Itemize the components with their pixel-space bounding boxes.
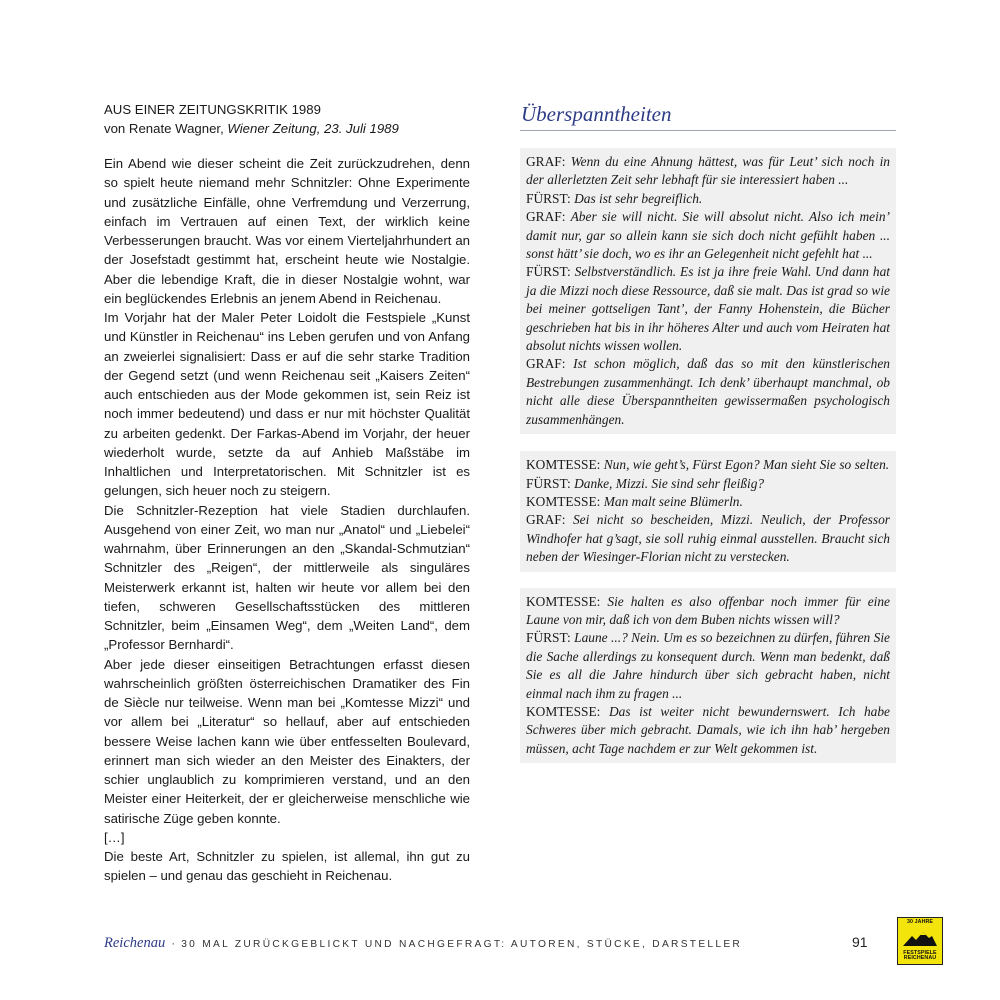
speech-text: Wenn du eine Ahnung hättest, was für Leut’ sich noch in der allerletzten Zeit sehr lebhaft für sie interessiert haben ... bbox=[526, 154, 890, 188]
section-title: Überspanntheiten bbox=[520, 100, 896, 131]
dialogue-line bbox=[526, 208, 890, 263]
footer-separator: · bbox=[171, 936, 176, 950]
article-paragraph: Die beste Art, Schnitzler zu spielen, ist allemal, ihn gut zu spielen – und genau das geschieht in Reichenau. bbox=[104, 849, 470, 884]
dialogue-line bbox=[526, 190, 890, 208]
logo-top-text: 30 JAHRE bbox=[906, 919, 934, 925]
dialogue-box-2 bbox=[520, 451, 896, 571]
festival-logo bbox=[897, 917, 943, 965]
speaker-name: GRAF: bbox=[526, 512, 573, 528]
dialogue-line bbox=[526, 593, 890, 630]
speech-text: Man malt seine Blümerln. bbox=[603, 493, 743, 509]
speech-text: Danke, Mizzi. Sie sind sehr fleißig? bbox=[574, 475, 765, 491]
speaker-name: KOMTESSE: bbox=[526, 593, 608, 609]
article-ellipsis: […] bbox=[104, 829, 125, 845]
article-paragraph: Die Schnitzler-Rezeption hat viele Stadien durchlaufen. Ausgehend von einer Zeit, wo man nur „Anatol“ und „Liebelei“ wahrnahm, über Erinnerungen an den „Skandal-Schmutzian“ Schnitzler des „Reigen“, der mittlerweile als singuläres Meisterwerk erkannt ist, halten wir heute vor allem bei den tiefen, schweren Gesellschaftsstücken des mittleren Schnitzler, beim „Einsamen Weg“, dem „Weiten Land“, dem „Professor Bernhardi“. bbox=[104, 502, 470, 653]
dialogue-line bbox=[526, 703, 890, 758]
dialogue-box-1 bbox=[520, 148, 896, 434]
article-paragraph: Ein Abend wie dieser scheint die Zeit zurückzudrehen, denn so spielt heute niemand mehr Schnitzler: Ohne Experimente und zusätzliche Einfälle, ohne Verfremdung und Verzerrung, einfach im Vertrauen auf einen Text, der wirklich keine Verbesserungen braucht. Was vor einem Vierteljahrhundert an der Josefstadt gestimmt hat, erscheint heute wie Nostalgie. Aber die lebendige Kraft, die in dieser Nostalgie wohnt, war ein beglückendes Erlebnis an jenem Abend in Reichenau. bbox=[104, 156, 470, 306]
mountain-icon bbox=[902, 929, 938, 947]
speaker-name: KOMTESSE: bbox=[526, 703, 609, 719]
speech-text: Sie halten es also offenbar noch immer für eine Laune von mir, daß ich von dem Buben nichts wissen will? bbox=[526, 593, 890, 627]
article-paragraph: Aber jede dieser einseitigen Betrachtungen erfasst diesen wahrscheinlich größten österreichischen Dramatiker des Fin de Siècle nur teilweise. Wenn man bei „Komtesse Mizzi“ und vor allem bei „Literatur“ so hellauf, aber auf entschieden bessere Weise lachen kann wie über entfesselten Boulevard, erinnert man sich wieder an den Meister des Einakters, der schier unglaublich zu komprimieren verstand, und an den Meister einer Heiterkeit, der er gleicherweise menschliche wie satirische Züge geben konnte. bbox=[104, 656, 470, 826]
speech-text: Sei nicht so bescheiden, Mizzi. Neulich, der Professor Windhofer hat g’sagt, sie soll ruhig einmal ausstellen. Braucht sich neben der Wiesinger-Florian nicht zu verstecken. bbox=[526, 512, 890, 565]
dialogue-line bbox=[526, 153, 890, 190]
dialogue-line bbox=[526, 475, 890, 493]
speech-text: Aber sie will nicht. Sie will absolut nicht. Also ich mein’ damit nur, gar so allein kann sie sich doch nicht gefühlt haben ... sonst hätt’ sie doch, wo es ihr an Gelegenheit nicht gefehlt hat ... bbox=[526, 209, 890, 262]
speaker-name: FÜRST: bbox=[526, 264, 575, 280]
article-byline bbox=[104, 119, 470, 138]
dialogue-line bbox=[526, 263, 890, 355]
footer-subtitle: 30 MAL ZURÜCKGEBLICKT UND NACHGEFRAGT: AUTOREN, STÜCKE, DARSTELLER bbox=[181, 939, 743, 950]
dialogue-line bbox=[526, 629, 890, 703]
speech-text: Nun, wie geht’s, Fürst Egon? Man sieht Sie so selten. bbox=[603, 457, 890, 473]
page-footer bbox=[104, 935, 894, 951]
speaker-name: GRAF: bbox=[526, 356, 574, 372]
byline-source: Wiener Zeitung, 23. Juli 1989 bbox=[227, 121, 399, 136]
footer-reichenau: Reichenau bbox=[104, 935, 166, 951]
logo-bottom-text bbox=[903, 951, 936, 962]
dialogue-box-3 bbox=[520, 588, 896, 764]
byline-author: von Renate Wagner, bbox=[104, 121, 228, 136]
speech-text: Das ist sehr begreiflich. bbox=[574, 190, 703, 206]
speaker-name: KOMTESSE: bbox=[526, 457, 604, 473]
review-column bbox=[104, 100, 470, 886]
dialogue-line bbox=[526, 493, 890, 511]
speech-text: Das ist weiter nicht bewundernswert. Ich habe Schweres über mich gebracht. Damals, wie ich ihn hab’ hergeben müssen, acht Tage nachdem er zur Welt gekommen ist. bbox=[526, 703, 891, 756]
article-paragraph: Im Vorjahr hat der Maler Peter Loidolt die Festspiele „Kunst und Künstler in Reichenau“ ins Leben gerufen und von Anfang an zweierlei signalisiert: Dass er auf die sehr starke Tradition der Gegend setzt (und wenn Reichenau seit „Kaisers Zeiten“ auch entschieden aus der Mode gekommen ist, sein Reiz ist noch immer bedeutend) und dass er nur mit höchster Qualität zu arbeiten gedenkt. Der Farkas-Abend im Vorjahr, der heuer wiederholt wurde, setzte da auf Anhieb Maßstäbe im Inhaltlichen und Interpretatorischen. Mit Schnitzler ist es gelungen, sich heuer noch zu steigern. bbox=[104, 310, 470, 499]
speech-text: Ist schon möglich, daß das so mit den künstlerischen Bestrebungen zusammenhängt. Ich denk’ überhaupt manchmal, ob nicht alle diese Überspanntheiten gewissermaßen psychologisch zusammenhängen. bbox=[526, 356, 890, 427]
speaker-name: FÜRST: bbox=[526, 190, 575, 206]
page-number: 91 bbox=[852, 934, 868, 950]
logo-line-festspiele: FESTSPIELE bbox=[903, 949, 937, 956]
article-heading: AUS EINER ZEITUNGSKRITIK 1989 bbox=[104, 102, 321, 117]
speaker-name: FÜRST: bbox=[526, 630, 575, 646]
dialogue-line bbox=[526, 355, 890, 429]
speaker-name: GRAF: bbox=[526, 209, 571, 225]
speaker-name: FÜRST: bbox=[526, 475, 575, 491]
speaker-name: GRAF: bbox=[526, 154, 571, 169]
article-body bbox=[104, 154, 470, 886]
excerpt-column bbox=[520, 100, 896, 763]
speaker-name: KOMTESSE: bbox=[526, 493, 604, 509]
dialogue-line bbox=[526, 511, 890, 566]
speech-text: Selbstverständlich. Es ist ja ihre freie Wahl. Und dann hat ja die Mizzi noch diese Ressource, daß sie malt. Das ist grad so wie bei meiner gottseligen Tant’, der Fanny Hohenstein, die Bücher geschrieben hat bis in ihr höheres Alter und auch vom Heiraten hat absolut nichts wissen wollen. bbox=[526, 264, 891, 354]
speech-text: Laune ...? Nein. Um es so bezeichnen zu dürfen, führen Sie die Sache allerdings zu konsequent durch. Wenn man bedenkt, daß Sie es all die Jahre hindurch über sich gebracht haben, nicht einmal nach ihm zu fragen ... bbox=[526, 630, 890, 701]
dialogue-line bbox=[526, 456, 890, 474]
logo-line-reichenau: REICHENAU bbox=[903, 955, 937, 962]
